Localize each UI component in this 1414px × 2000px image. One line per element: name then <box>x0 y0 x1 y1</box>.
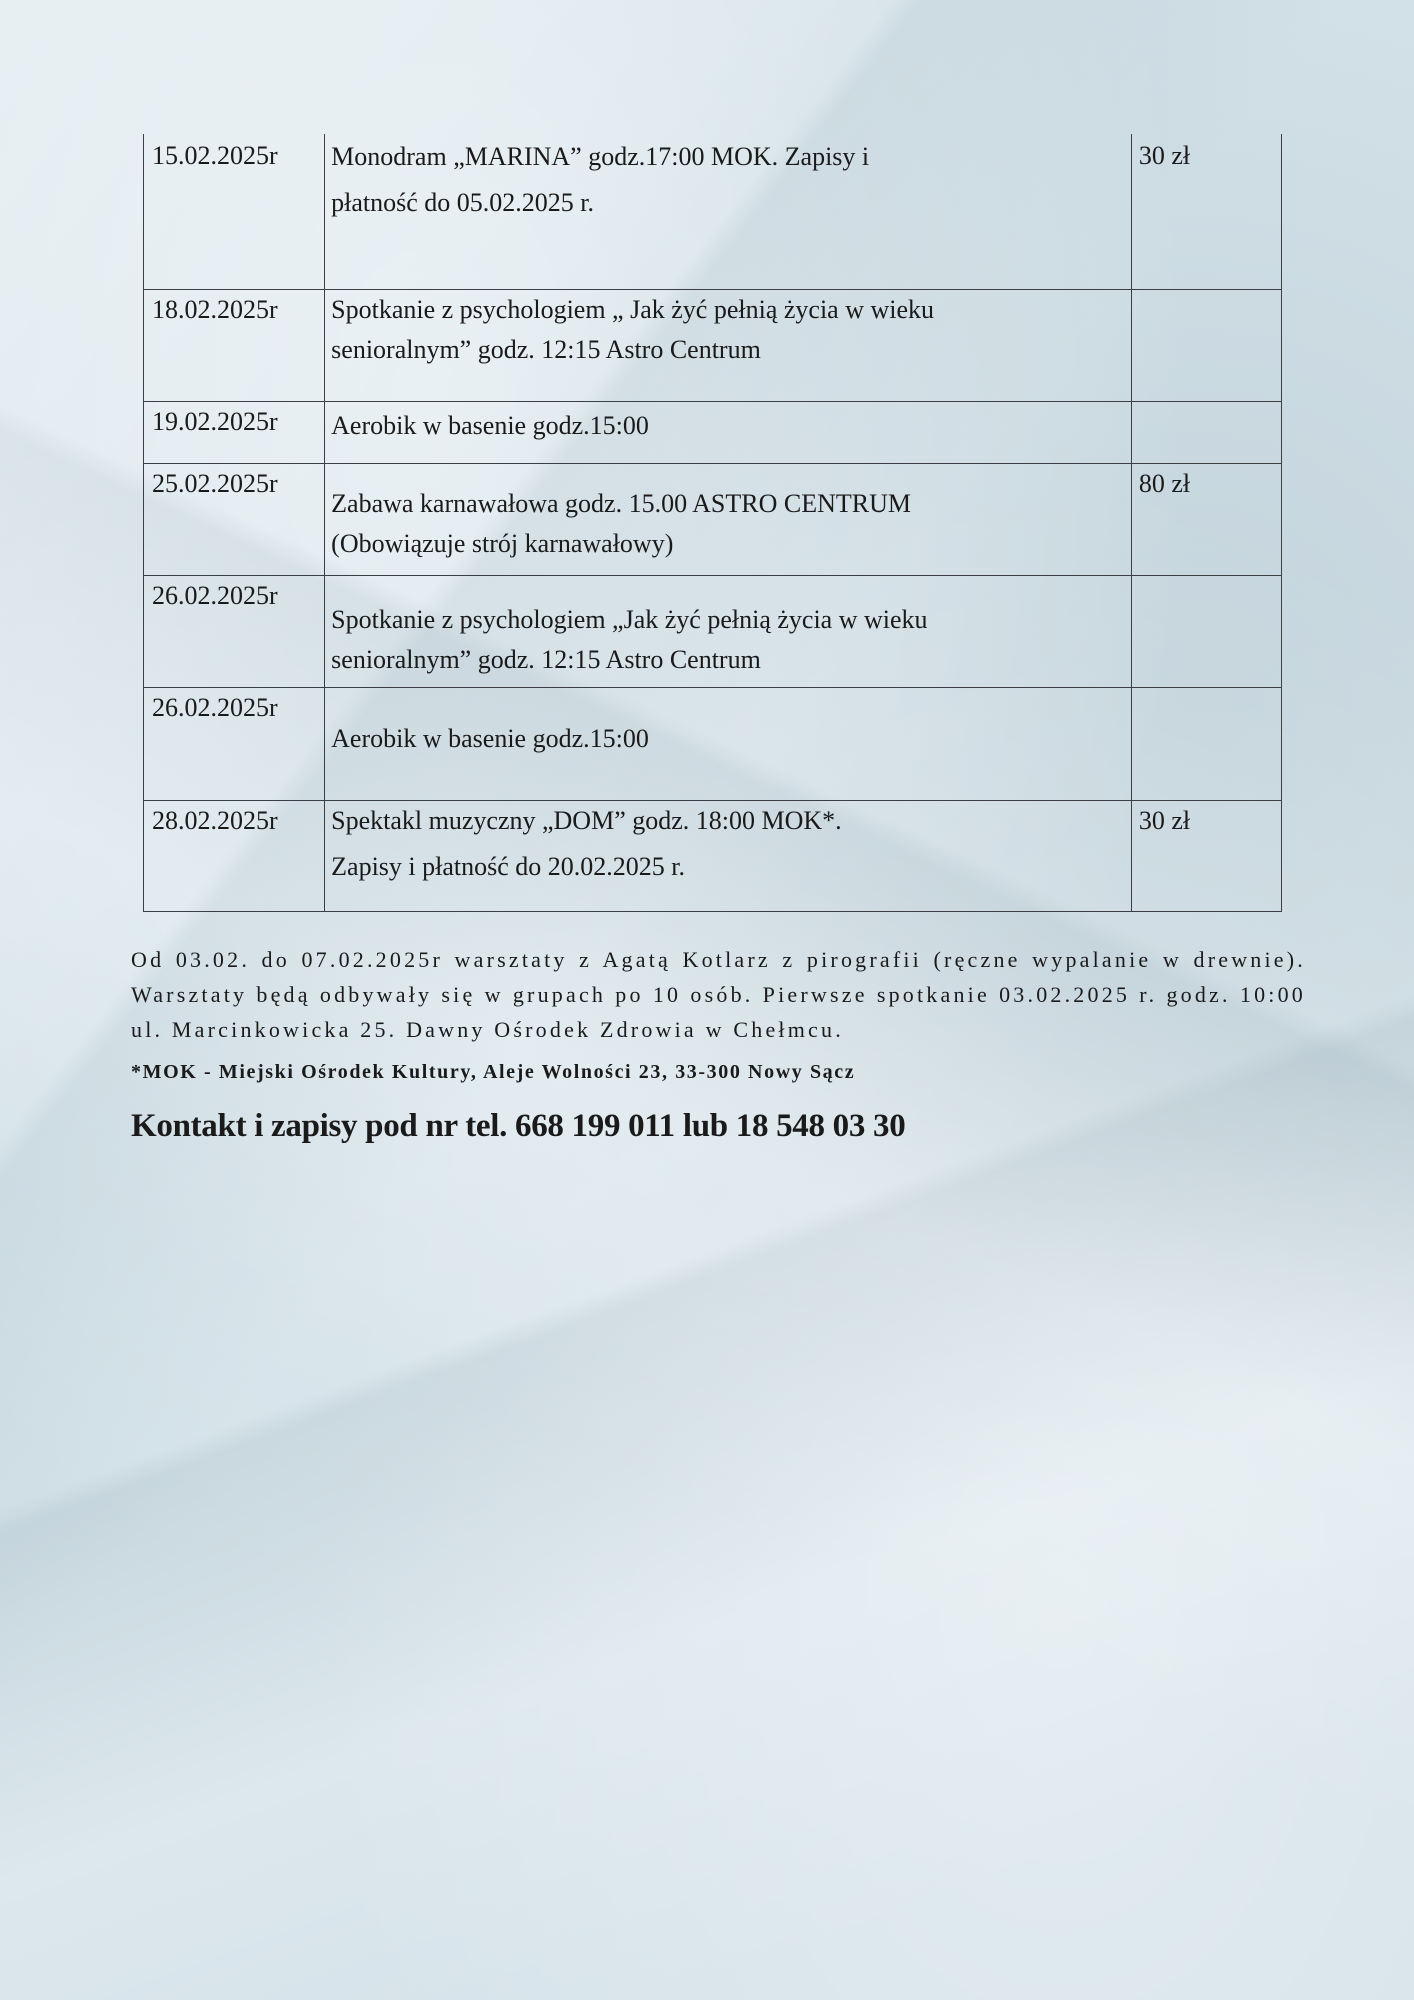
date-cell <box>144 401 325 463</box>
description-cell <box>325 401 1132 463</box>
description-cell <box>325 463 1132 575</box>
event-date: 28.02.2025r <box>152 805 278 835</box>
event-description-line: Zapisy i płatność do 20.02.2025 r. <box>331 851 686 881</box>
price-cell <box>1131 575 1281 687</box>
price-cell <box>1131 800 1281 911</box>
workshop-note: Od 03.02. do 07.02.2025r warsztaty z Agatą Kotlarz z pirografii (ręczne wypalanie w drewnie). Warsztaty będą odbywały się w grupach po 10 osób. Pierwsze spotkanie 03.02.2025 r. godz. 10:00 ul. Marcinkowicka 25. Dawny Ośrodek Zdrowia w Chełmcu. <box>131 947 1306 1042</box>
price-cell <box>1131 134 1281 289</box>
event-description-line: Zabawa karnawałowa godz. 15.00 ASTRO CENTRUM <box>331 488 911 518</box>
event-description-line: Aerobik w basenie godz.15:00 <box>331 410 649 440</box>
contact-info: Kontakt i zapisy pod nr tel. 668 199 011 lub 18 548 03 30 <box>131 1108 906 1144</box>
description-cell <box>325 289 1132 401</box>
event-description-line: senioralnym” godz. 12:15 Astro Centrum <box>331 334 761 364</box>
event-price: 30 zł <box>1138 141 1191 170</box>
date-cell <box>144 687 325 800</box>
event-price: 80 zł <box>1138 468 1191 498</box>
event-date: 18.02.2025r <box>152 294 278 324</box>
description-cell <box>325 800 1132 911</box>
date-cell <box>144 289 325 401</box>
event-date: 25.02.2025r <box>152 468 278 498</box>
date-cell <box>144 134 325 289</box>
date-cell <box>144 575 325 687</box>
schedule-row <box>144 134 1282 289</box>
schedule-table <box>143 134 1282 912</box>
price-cell <box>1131 289 1281 401</box>
schedule-row <box>144 687 1282 800</box>
event-description-line: Spektakl muzyczny „DOM” godz. 18:00 MOK*. <box>331 805 842 835</box>
mok-footnote: *MOK - Miejski Ośrodek Kultury, Aleje Wolności 23, 33-300 Nowy Sącz <box>131 1061 856 1083</box>
event-description-line: Spotkanie z psychologiem „ Jak żyć pełnią życia w wieku <box>331 294 935 324</box>
event-date: 26.02.2025r <box>152 580 278 610</box>
schedule-row <box>144 463 1282 575</box>
event-description-line: senioralnym” godz. 12:15 Astro Centrum <box>331 644 761 674</box>
event-date: 19.02.2025r <box>152 406 278 436</box>
schedule-row <box>144 289 1282 401</box>
date-cell <box>144 463 325 575</box>
event-description-line: Spotkanie z psychologiem „Jak żyć pełnią życia w wieku <box>331 604 928 634</box>
price-cell <box>1131 687 1281 800</box>
schedule-row <box>144 800 1282 911</box>
event-description-line: Aerobik w basenie godz.15:00 <box>331 723 649 753</box>
event-date: 26.02.2025r <box>152 692 278 722</box>
event-description-line: Monodram „MARINA” godz.17:00 MOK. Zapisy i <box>331 142 870 171</box>
description-cell <box>325 134 1132 289</box>
event-description-line: (Obowiązuje strój karnawałowy) <box>331 528 674 558</box>
description-cell <box>325 687 1132 800</box>
event-date: 15.02.2025r <box>152 141 278 170</box>
schedule-row <box>144 575 1282 687</box>
schedule-row <box>144 401 1282 463</box>
price-cell <box>1131 463 1281 575</box>
event-price: 30 zł <box>1138 805 1191 835</box>
date-cell <box>144 800 325 911</box>
event-description-line: płatność do 05.02.2025 r. <box>331 188 595 217</box>
description-cell <box>325 575 1132 687</box>
price-cell <box>1131 401 1281 463</box>
